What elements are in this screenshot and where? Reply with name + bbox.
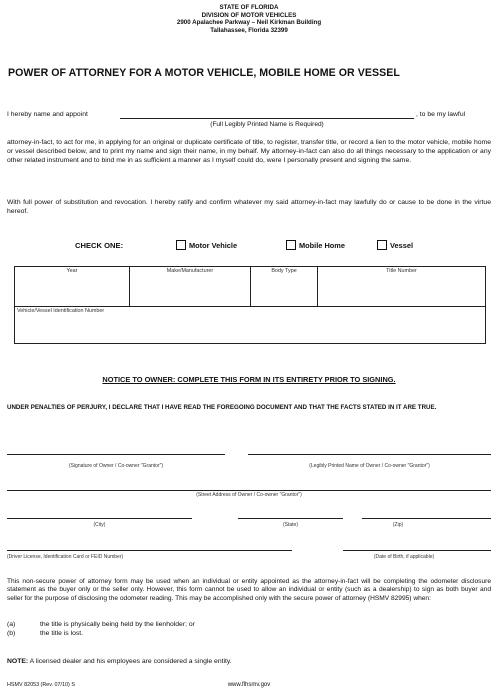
- license-number-field[interactable]: [7, 550, 292, 551]
- city-caption: (City): [93, 522, 106, 528]
- authority-paragraph: attorney-in-fact, to act for me, in applying for an original or duplicate certificate of title, to register, transfer title, or record a lien to the motor vehicle, mobile home or vessel described below, and to print my name and sign their name, in my behalf. My attorney-in-fact can also do all things necessary to the application or any other related instrument and to bind me in as sufficient a manner as I myself could do, were I personally present and signing the same.: [7, 139, 491, 165]
- condition-a-text: the title is physically being held by the lienholder; or: [40, 621, 195, 628]
- appoint-suffix: , to be my lawful: [416, 111, 466, 118]
- vessel-label: Vessel: [390, 241, 414, 250]
- non-secure-paragraph: This non-secure power of attorney form may be used when an individual or entity appointed as the attorney-in-fact will be completing the odometer disclosure statement as the buyer only or the seller only. However, this form cannot be used to allow an individual or entity (such as a dealership) to sign as both buyer and seller for the purpose of disclosing the odometer reading. This may be accomplished only with the secure power of attorney (HSMV 82995) when:: [7, 578, 491, 602]
- website-link[interactable]: www.flhsmv.gov: [227, 682, 271, 688]
- year-header: Year: [66, 268, 78, 274]
- printed-name-caption: (Legibly Printed Name of Owner / Co-owner "Grantor"): [309, 463, 430, 469]
- zip-field[interactable]: [362, 518, 491, 519]
- make-cell[interactable]: [130, 267, 251, 307]
- state-caption: (State): [282, 522, 298, 528]
- motor-vehicle-label: Motor Vehicle: [189, 241, 238, 250]
- ratify-paragraph: With full power of substitution and revocation. I hereby ratify and confirm whatever my said attorney-in-fact may lawfully do or cause to be done in the virtue hereof.: [7, 199, 491, 216]
- license-caption: (Driver License, Identification Card or FEID Number): [7, 554, 124, 560]
- header-division: DIVISION OF MOTOR VEHICLES: [201, 11, 297, 19]
- zip-caption: (Zip): [392, 522, 404, 528]
- dob-caption: (Date of Birth, if applicable): [373, 554, 435, 560]
- note-label: NOTE:: [7, 658, 29, 665]
- motor-vehicle-checkbox[interactable]: [176, 240, 186, 250]
- appoint-caption: (Full Legibly Printed Name is Required): [210, 121, 324, 128]
- year-cell[interactable]: [15, 267, 130, 307]
- vehicle-info-table: [14, 266, 486, 344]
- vin-cell[interactable]: [15, 307, 486, 344]
- note-text: A licensed dealer and his employees are considered a single entity.: [29, 658, 232, 665]
- vessel-checkbox[interactable]: [377, 240, 387, 250]
- body-type-header: Body Type: [271, 268, 297, 274]
- street-address-caption: (Street Address of Owner / Co-owner "Grantor"): [196, 492, 302, 498]
- signature-caption: (Signature of Owner / Co-owner "Grantor"): [68, 463, 164, 469]
- perjury-statement: UNDER PENALTIES OF PERJURY, I DECLARE THAT I HAVE READ THE FOREGOING DOCUMENT AND THAT THE FACTS STATED IN IT ARE TRUE.: [7, 404, 437, 411]
- state-field[interactable]: [238, 518, 343, 519]
- title-number-header: Title Number: [386, 268, 417, 274]
- mobile-home-checkbox[interactable]: [286, 240, 296, 250]
- body-type-cell[interactable]: [251, 267, 318, 307]
- condition-b-text: the title is lost.: [40, 630, 84, 637]
- vin-header: Vehicle/Vessel Identification Number: [17, 308, 105, 314]
- owner-signature-field[interactable]: [7, 454, 225, 455]
- check-one-label: CHECK ONE:: [75, 241, 124, 250]
- attorney-name-field[interactable]: [120, 118, 414, 119]
- form-number: HSMV 82053 (Rev. 07/10) S: [7, 682, 75, 688]
- street-address-field[interactable]: [7, 490, 491, 491]
- mobile-home-label: Mobile Home: [299, 241, 345, 250]
- header-address: 2900 Apalachee Parkway – Neil Kirkman Building: [176, 19, 322, 27]
- city-field[interactable]: [7, 518, 192, 519]
- header-city: Tallahassee, Florida 32399: [210, 26, 288, 34]
- agency-header: [0, 4, 498, 34]
- printed-name-field[interactable]: [248, 454, 491, 455]
- condition-a-letter: (a): [7, 621, 16, 628]
- notice-to-owner: NOTICE TO OWNER: COMPLETE THIS FORM IN ITS ENTIRETY PRIOR TO SIGNING.: [102, 375, 396, 384]
- condition-b-letter: (b): [7, 630, 16, 637]
- dealer-note: [7, 657, 232, 666]
- header-state: STATE OF FLORIDA: [219, 4, 279, 11]
- title-number-cell[interactable]: [318, 267, 486, 307]
- appoint-prefix: I hereby name and appoint: [7, 111, 88, 118]
- date-of-birth-field[interactable]: [343, 550, 491, 551]
- form-title: POWER OF ATTORNEY FOR A MOTOR VEHICLE, MOBILE HOME OR VESSEL: [8, 67, 400, 79]
- make-header: Make/Manufacturer: [166, 268, 214, 274]
